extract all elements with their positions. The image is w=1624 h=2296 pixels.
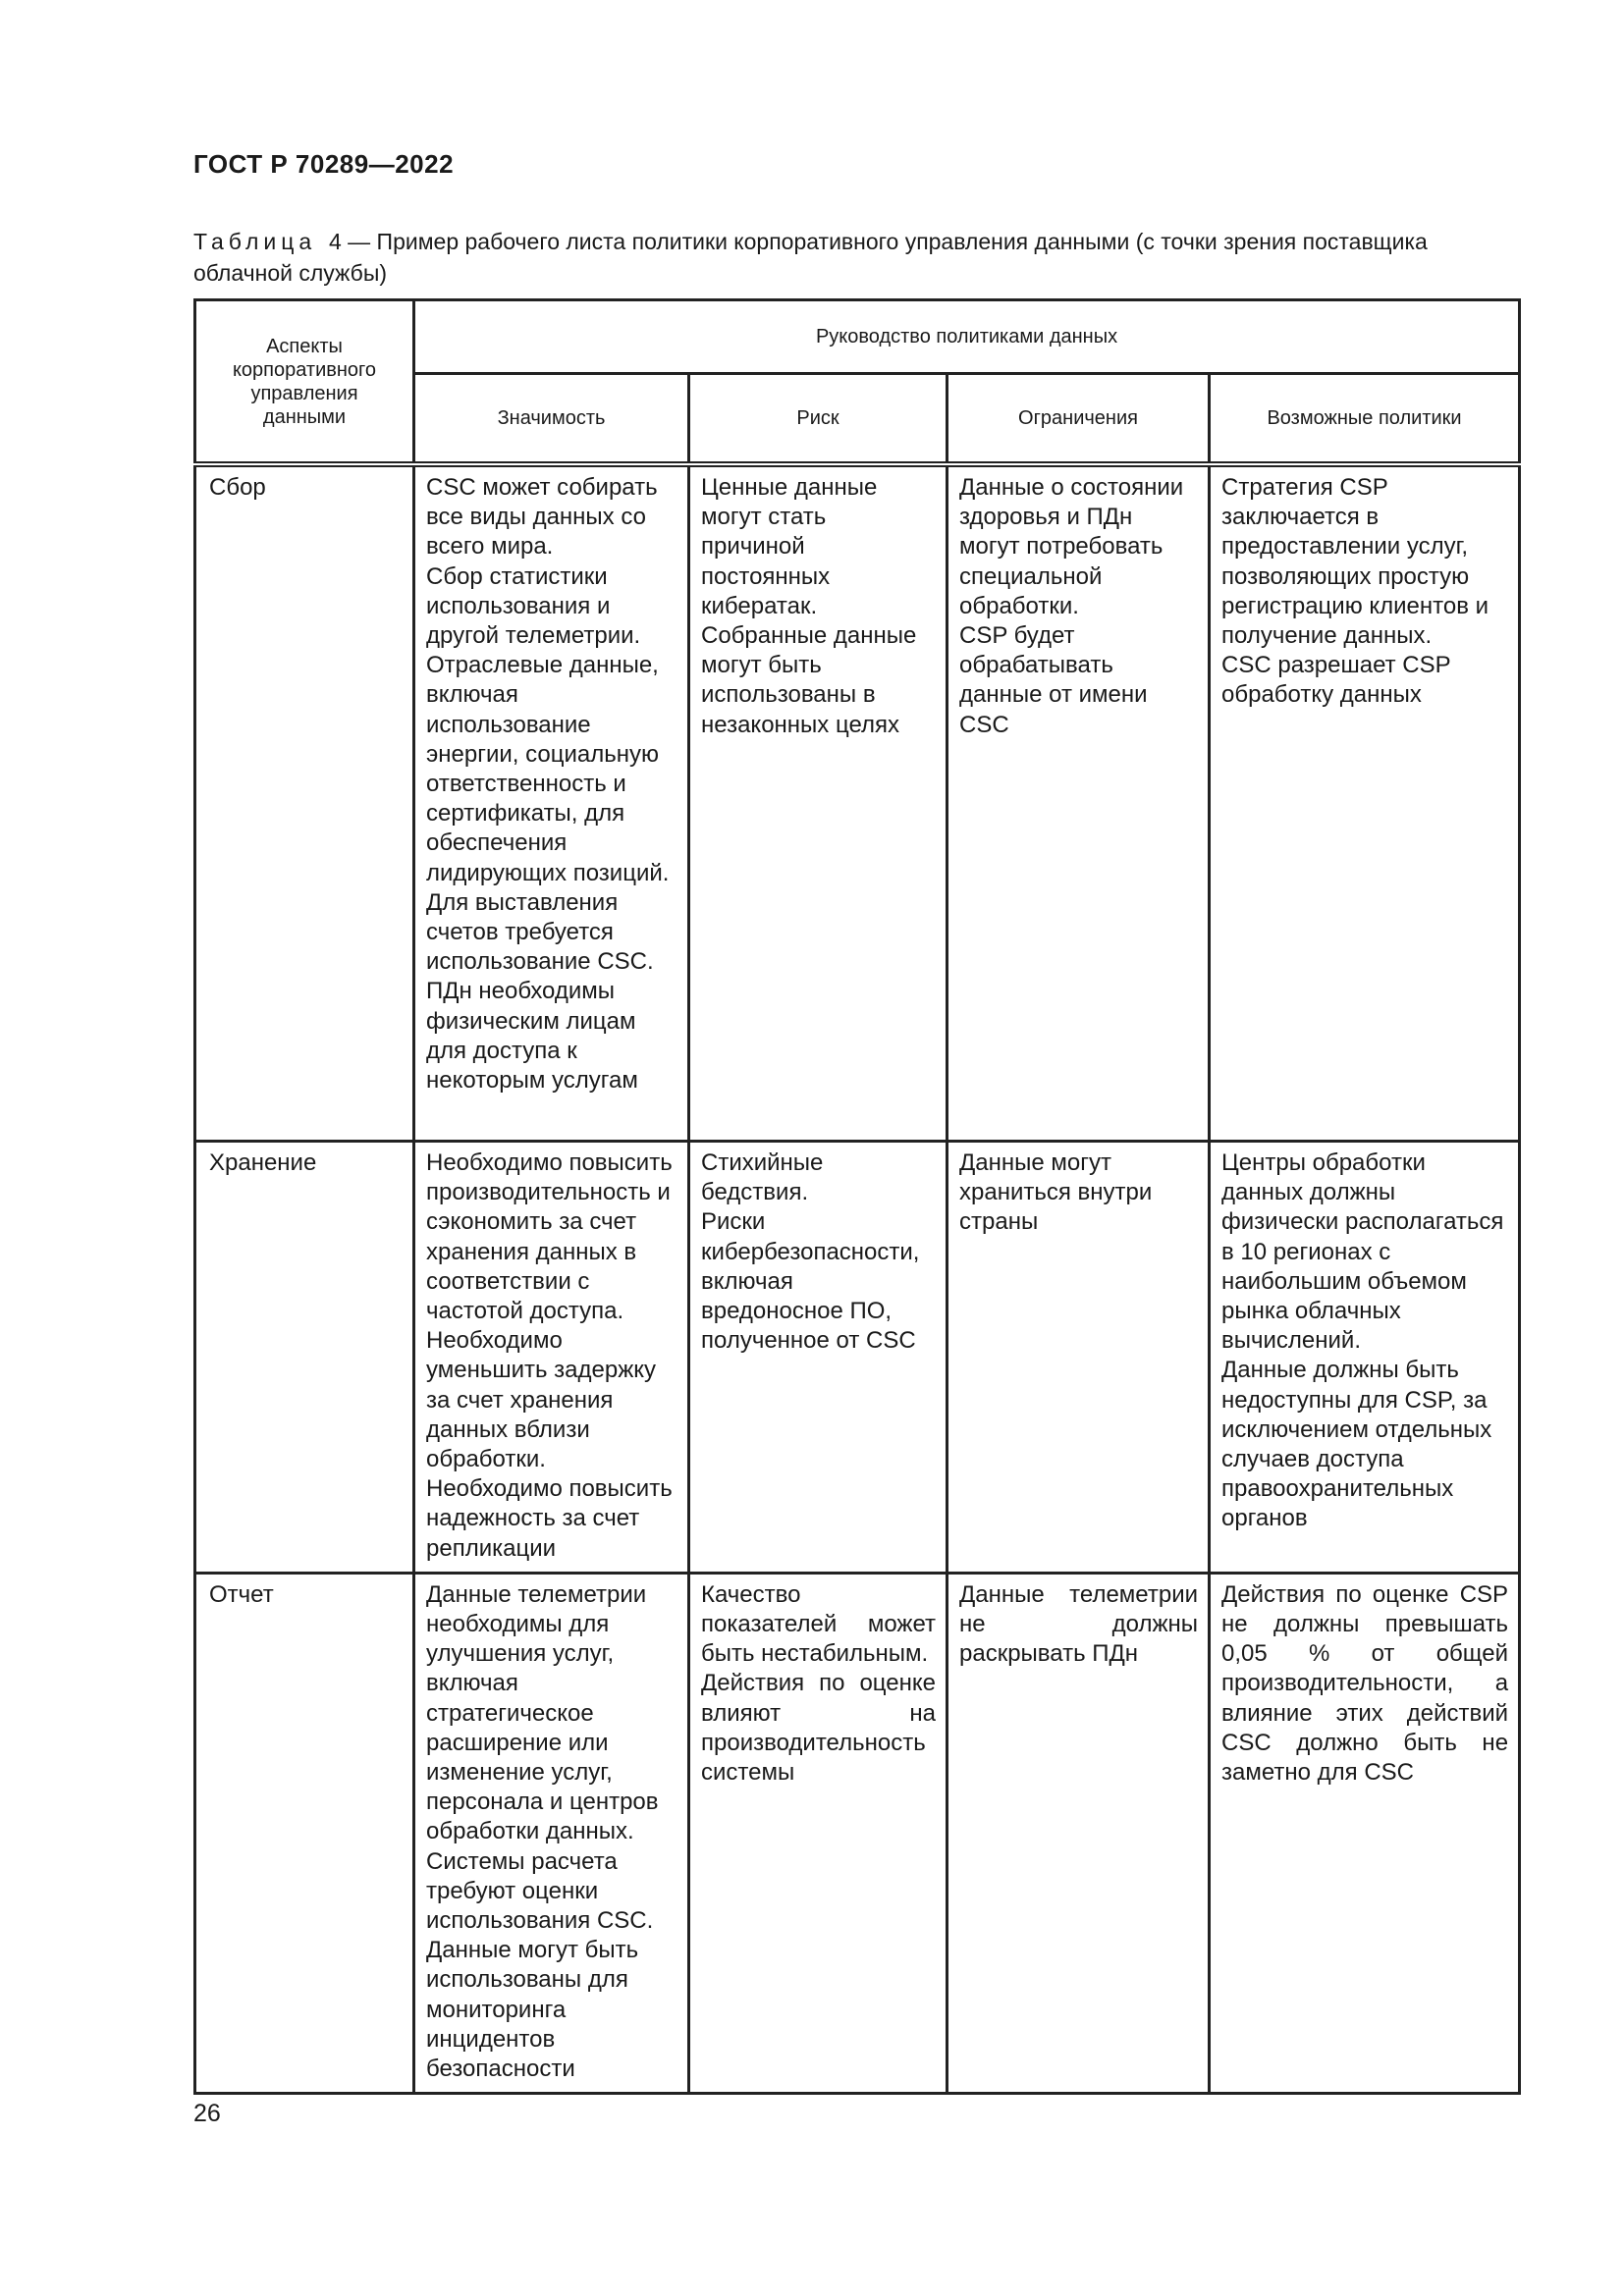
header-significance: Значимость — [414, 374, 689, 465]
header-constraints: Ограничения — [947, 374, 1210, 465]
cell-text: Стихийные бедствия. Риски кибербезопасности, включая вредоносное ПО, полученное от CSC — [701, 1149, 920, 1355]
document-code: ГОСТ Р 70289—2022 — [193, 149, 455, 179]
table-cell — [947, 1573, 1210, 2093]
header-policy-guidance: Руководство политиками данных — [414, 300, 1520, 374]
cell-text: Стратегия CSP заключается в предоставлении услуг, позволяющих простую регистрацию клиентов и получение данных. CSC разрешает CSP обработку данных — [1221, 474, 1489, 709]
caption-number: 4 — [328, 229, 342, 254]
caption-label: Таблица — [193, 229, 317, 254]
cell-text: Центры обработки данных должны физически располагаться в 10 регионах с наибольшим объемом рынка облачных вычислений. Данные должны быть недоступны для CSP, за исключением отдельных случаев доступа правоохранительных органов — [1221, 1149, 1504, 1532]
aspect-label: Сбор — [209, 474, 266, 501]
cell-text: Качество показателей может быть нестабильным. Действия по оценке влияют на производительность системы — [701, 1580, 936, 1787]
page-number: 26 — [193, 2100, 221, 2127]
table-cell — [689, 464, 947, 1142]
cell-text: Данные могут храниться внутри страны — [959, 1149, 1153, 1236]
table-cell — [1210, 1573, 1520, 2093]
table-cell — [414, 464, 689, 1142]
table-cell — [1210, 1142, 1520, 1574]
table-caption — [193, 226, 1519, 289]
table-row — [195, 464, 1520, 1142]
cell-text: CSC может собирать все виды данных со всего мира. Сбор статистики использования и другой телеметрии. Отраслевые данные, включая использование энергии, социальную ответственность и сертификаты, для обеспечения лидирующих позиций. Для выставления счетов требуется использование CSC. ПДн необходимы физическим лицам для доступа к некоторым услугам — [426, 474, 670, 1095]
table-cell — [689, 1142, 947, 1574]
policy-worksheet-table — [193, 298, 1521, 2095]
aspect-cell — [195, 1142, 414, 1574]
aspect-cell — [195, 1573, 414, 2093]
cell-text: Данные телеметрии необходимы для улучшения услуг, включая стратегическое расширение или изменение услуг, персонала и центров обработки данных. Системы расчета требуют оценки использования CSC. Данные могут быть использованы для мониторинга инцидентов безопасности — [426, 1580, 659, 2083]
aspect-label: Хранение — [209, 1149, 317, 1176]
table-cell — [947, 1142, 1210, 1574]
header-risk: Риск — [689, 374, 947, 465]
table-cell — [689, 1573, 947, 2093]
table-row — [195, 1573, 1520, 2093]
cell-text: Ценные данные могут стать причиной постоянных кибератак. Собранные данные могут быть использованы в незаконных целях — [701, 474, 917, 738]
caption-text: Пример рабочего листа политики корпоративного управления данными (с точки зрения поставщика облачной службы) — [193, 229, 1428, 286]
header-aspects: Аспекты корпоративного управления данными — [195, 300, 414, 465]
aspect-cell — [195, 464, 414, 1142]
cell-text: Действия по оценке CSP не должны превышать 0,05 % от общей производительности, а влияние этих действий CSC должно быть не заметно для CSC — [1221, 1580, 1509, 1787]
table-row — [195, 1142, 1520, 1574]
table-cell — [947, 464, 1210, 1142]
caption-dash: — — [341, 229, 377, 254]
aspect-label: Отчет — [209, 1580, 274, 1608]
table-cell — [1210, 464, 1520, 1142]
table-cell — [414, 1573, 689, 2093]
cell-text: Данные о состоянии здоровья и ПДн могут потребовать специальной обработки. CSP будет обрабатывать данные от имени CSC — [959, 474, 1184, 738]
header-possible-policies: Возможные политики — [1210, 374, 1520, 465]
cell-text: Необходимо повысить производительность и сэкономить за счет хранения данных в соответствии с частотой доступа. Необходимо уменьшить задержку за счет хранения данных вблизи обработки. Необходимо повысить надежность за счет репликации — [426, 1149, 673, 1562]
table-cell — [414, 1142, 689, 1574]
cell-text: Данные телеметрии не должны раскрывать ПДн — [959, 1580, 1198, 1668]
